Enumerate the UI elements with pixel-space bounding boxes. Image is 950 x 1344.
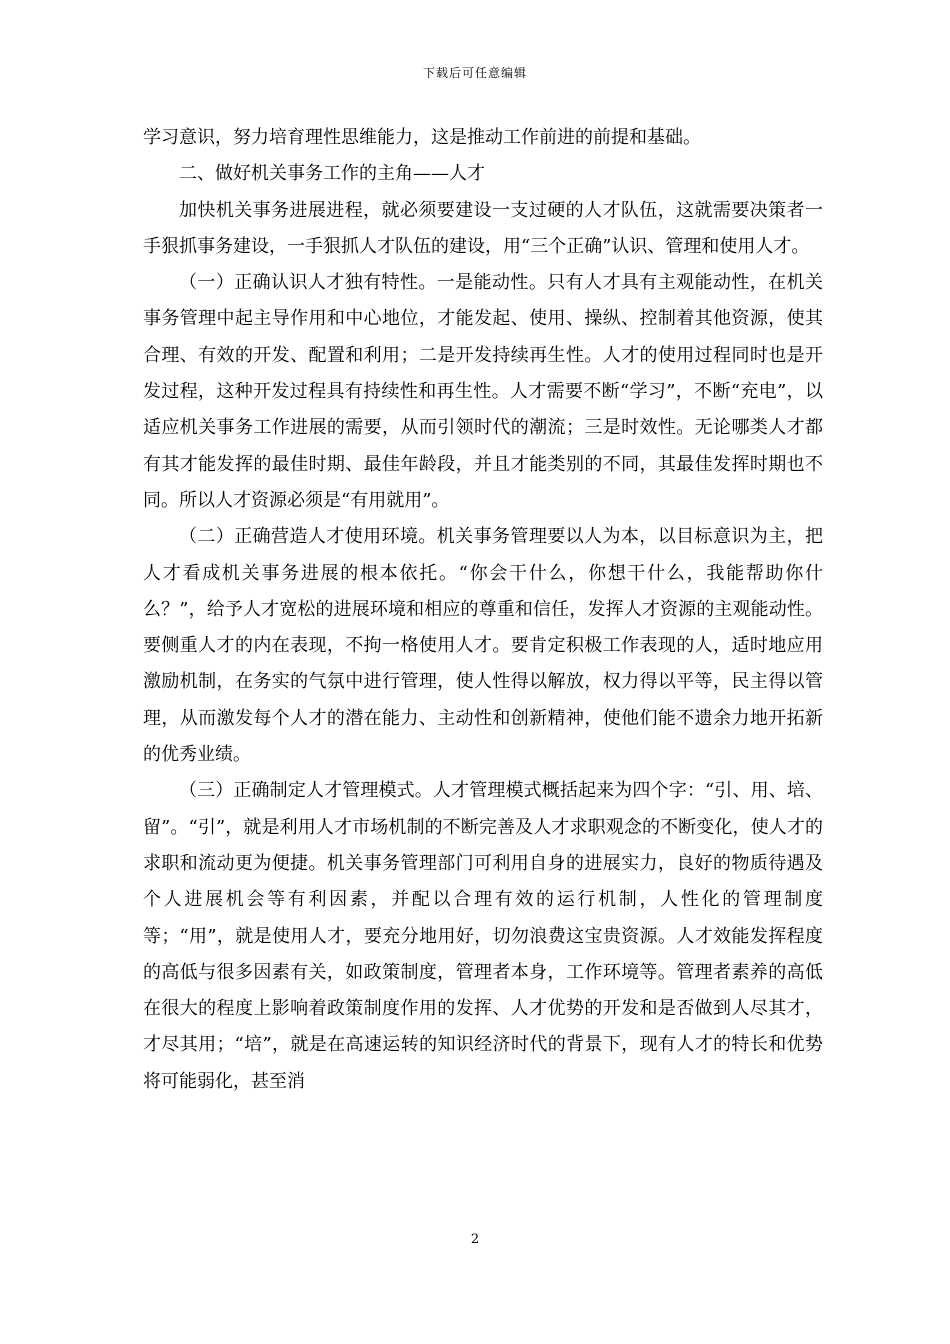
document-body <box>143 120 823 1100</box>
page-number: 2 <box>470 1232 480 1247</box>
paragraph-point-1: （一）正确认识人才独有特性。一是能动性。只有人才具有主观能动性，在机关事务管理中起主导作用和中心地位，才能发起、使用、操纵、控制着其他资源，使其合理、有效的开发、配置和利用；二是开发持续再生性。人才的使用过程同时也是开发过程，这种开发过程具有持续性和再生性。人才需要不断“学习”，不断“充电”，以适应机关事务工作进展的需要，从而引领时代的潮流；三是时效性。无论哪类人才都有其才能发挥的最佳时期、最佳年龄段，并且才能类别的不同，其最佳发挥时期也不同。所以人才资源必须是“有用就用”。 <box>143 272 823 511</box>
paragraph-point-2: （二）正确营造人才使用环境。机关事务管理要以人为本，以目标意识为主，把人才看成机关事务进展的根本依托。“你会干什么，你想干什么，我能帮助你什么？”，给予人才宽松的进展环境和相应的尊重和信任，发挥人才资源的主观能动性。要侧重人才的内在表现，不拘一格使用人才。要肯定积极工作表现的人，适时地应用激励机制，在务实的气氛中进行管理，使人性得以解放，权力得以平等，民主得以管理，从而激发每个人才的潜在能力、主动性和创新精神，使他们能不遗余力地开拓新的优秀业绩。 <box>143 526 823 766</box>
section-heading: 二、做好机关事务工作的主角——人才 <box>179 163 485 185</box>
page-header-note: 下载后可任意编辑 <box>422 66 527 80</box>
paragraph-intro: 加快机关事务进展进程，就必须要建设一支过硬的人才队伍，这就需要决策者一手狠抓事务建设，一手狠抓人才队伍的建设，用“三个正确”认识、管理和使用人才。 <box>143 199 823 257</box>
paragraph-continuation: 学习意识，努力培育理性思维能力，这是推动工作前进的前提和基础。 <box>143 127 701 148</box>
paragraph-point-3: （三）正确制定人才管理模式。人才管理模式概括起来为四个字：“引、用、培、留”。“引”，就是利用人才市场机制的不断完善及人才求职观念的不断变化，使人才的求职和流动更为便捷。机关事务管理部门可利用自身的进展实力，良好的物质待遇及个人进展机会等有利因素，并配以合理有效的运行机制，人性化的管理制度等；“用”，就是使用人才，要充分地用好，切勿浪费这宝贵资源。人才效能发挥程度的高低与很多因素有关，如政策制度，管理者本身，工作环境等。管理者素养的高低在很大的程度上影响着政策制度作用的发挥、人才优势的开发和是否做到人尽其才，才尽其用；“培”，就是在高速运转的知识经济时代的背景下，现有人才的特长和优势将可能弱化，甚至消 <box>143 780 823 1092</box>
